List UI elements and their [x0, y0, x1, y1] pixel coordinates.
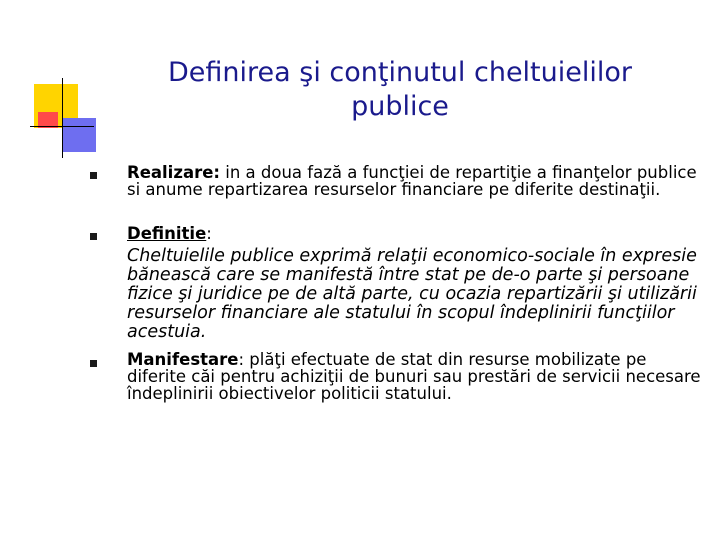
decor-vertical-line: [62, 78, 63, 158]
slide-title-line-1: Definirea şi conţinutul cheltuielilor: [168, 57, 632, 88]
decor-horizontal-line: [30, 126, 94, 127]
bullet-text: in a doua fază a funcţiei de repartiţie a finanţelor publice si anume repartizarea resurselor financiare pe diferite destinaţii.: [127, 163, 697, 199]
bullet-text: :: [206, 224, 212, 243]
slide-title-line-2: publice: [351, 91, 449, 122]
bullet-manifestare: [127, 351, 702, 402]
slide-title: [100, 56, 700, 124]
bullet-definitie: [127, 225, 702, 242]
bullet-realizare: [127, 164, 702, 198]
bullet-marker-2: [90, 233, 97, 240]
bullet-marker-3: [90, 360, 97, 367]
bullet-label: Manifestare: [127, 350, 239, 369]
bullet-marker-1: [90, 172, 97, 179]
bullet-label: Definitie: [127, 224, 207, 243]
definition-text: Cheltuielile publice exprimă relaţii economico-sociale în expresie bănească care se manifestă între stat pe de-o parte şi persoane fizice şi juridice pe de altă parte, cu ocazia repartizării şi utilizării resurselor financiare ale statului în scopul îndeplinirii funcţiilor acestuia.: [127, 246, 697, 342]
bullet-text: : plăţi efectuate de stat din resurse mobilizate pe diferite căi pentru achiziţii de bunuri sau prestări de servicii necesare îndeplinirii obiectivelor politicii statului.: [127, 350, 701, 403]
bullet-label: Realizare:: [127, 163, 221, 182]
decor-blue-square: [62, 118, 96, 152]
